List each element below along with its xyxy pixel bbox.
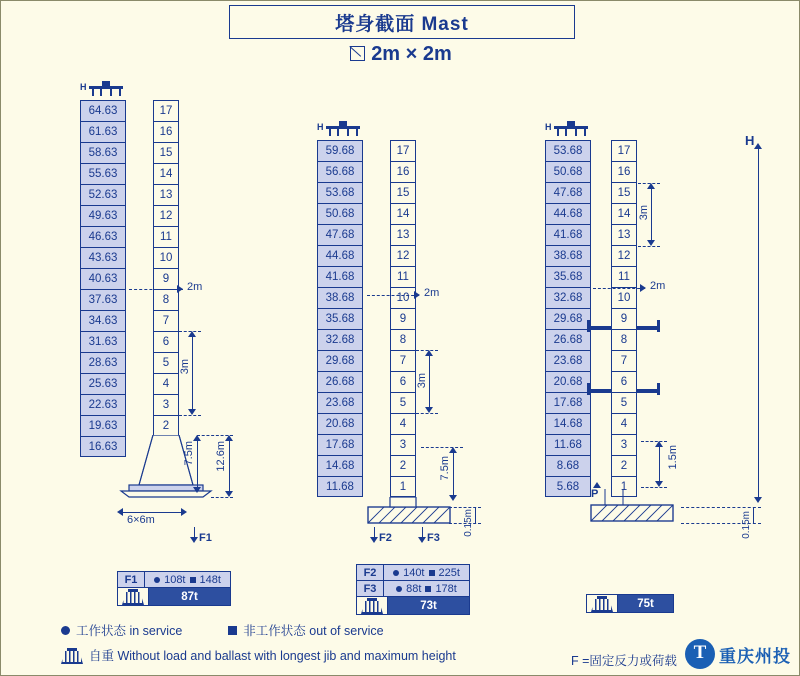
section-cell: 3 bbox=[611, 434, 637, 455]
height-cell: 56.68 bbox=[317, 161, 363, 182]
crane-head-icon-3 bbox=[545, 121, 588, 137]
section-cell: 8 bbox=[390, 329, 416, 350]
tower-2-inner-label: 7.5m bbox=[439, 456, 451, 481]
section-cell: 17 bbox=[390, 140, 416, 161]
tower-1-section-dim-line bbox=[192, 337, 193, 409]
height-cell: 47.68 bbox=[317, 224, 363, 245]
tower-2-foot-label: 0.15m bbox=[463, 509, 474, 537]
section-cell: 3 bbox=[390, 434, 416, 455]
height-cell: 40.63 bbox=[80, 268, 126, 289]
tower-3-base-structure bbox=[571, 489, 681, 531]
section-cell: 9 bbox=[153, 268, 179, 289]
section-cell: 10 bbox=[153, 247, 179, 268]
section-cell: 13 bbox=[611, 224, 637, 245]
tower-3-tie-right-2 bbox=[637, 389, 659, 393]
section-cell: 13 bbox=[390, 224, 416, 245]
tower-3-section-column bbox=[611, 140, 637, 497]
tower-2-section-column bbox=[390, 140, 416, 497]
section-cell: 6 bbox=[611, 371, 637, 392]
tower-1-inner-arrow-down bbox=[193, 487, 201, 493]
tower-1-inner-dim-line bbox=[197, 441, 198, 489]
tower-3-tie-guide-bot bbox=[641, 487, 667, 488]
section-cell: 1 bbox=[611, 476, 637, 497]
in-service-value: 108t bbox=[164, 573, 186, 586]
height-cell: 23.68 bbox=[317, 392, 363, 413]
tower-3-width-label: 2m bbox=[650, 280, 666, 292]
section-cell: 5 bbox=[153, 352, 179, 373]
in-service-dot-icon bbox=[393, 570, 399, 576]
table-row bbox=[357, 580, 469, 596]
section-cell: 7 bbox=[611, 350, 637, 371]
height-cell: 41.68 bbox=[545, 224, 591, 245]
tower-1-base-structure bbox=[119, 435, 223, 501]
section-cell: 14 bbox=[611, 203, 637, 224]
legend-f-note: F =固定反力或荷载 bbox=[571, 654, 677, 668]
tower-3-section-arrow-up bbox=[647, 183, 655, 189]
height-cell: 20.68 bbox=[545, 371, 591, 392]
tower-1-base-width-arrow-l bbox=[117, 508, 123, 516]
height-cell: 50.68 bbox=[317, 203, 363, 224]
section-cell: 10 bbox=[611, 287, 637, 308]
height-cell: 25.63 bbox=[80, 373, 126, 394]
company-logo bbox=[685, 639, 791, 669]
ballast-icon-cell bbox=[587, 595, 618, 612]
tower-3-reaction-label: P bbox=[591, 488, 599, 500]
reaction-values bbox=[384, 565, 469, 580]
tower-3-tie-arrow-down bbox=[655, 481, 663, 487]
head-h-label-2: H bbox=[317, 122, 324, 132]
tower-1-width-arrow bbox=[177, 285, 183, 293]
tower-3-foot-dim-line bbox=[753, 507, 754, 523]
section-cell: 15 bbox=[153, 142, 179, 163]
tower-3-height-column bbox=[545, 140, 591, 497]
tower-1-total-dim-line bbox=[229, 441, 230, 491]
section-cell: 17 bbox=[153, 100, 179, 121]
weight-value: 75t bbox=[618, 595, 673, 612]
legend-in-service: 工作状态 in service bbox=[76, 624, 183, 638]
reaction-table-3 bbox=[586, 594, 674, 613]
page-subtitle bbox=[1, 43, 800, 66]
height-cell: 11.68 bbox=[317, 476, 363, 497]
section-cell: 10 bbox=[390, 287, 416, 308]
height-cell: 8.68 bbox=[545, 455, 591, 476]
tower-2-reaction-label-1: F2 bbox=[379, 532, 392, 544]
section-cell: 14 bbox=[390, 203, 416, 224]
height-cell: 23.68 bbox=[545, 350, 591, 371]
height-cell: 16.63 bbox=[80, 436, 126, 457]
section-cell: 4 bbox=[390, 413, 416, 434]
tower-3-tie-right-1 bbox=[637, 326, 659, 330]
tower-3-tie-right-end-1 bbox=[657, 320, 660, 332]
tower-3-foot-label: 0.15m bbox=[741, 511, 752, 539]
weight-value: 73t bbox=[388, 597, 469, 614]
height-cell: 20.68 bbox=[317, 413, 363, 434]
section-cell: 9 bbox=[390, 308, 416, 329]
tower-2-reaction-arrow-1 bbox=[370, 537, 378, 543]
tower-2-width-label: 2m bbox=[424, 287, 440, 299]
reaction-values bbox=[145, 572, 230, 587]
page-subtitle-text: 2m × 2m bbox=[371, 43, 452, 65]
tower-1-reaction-arrow bbox=[190, 537, 198, 543]
section-cell: 2 bbox=[153, 415, 179, 436]
tower-3-tie-dim-line bbox=[659, 447, 660, 481]
height-cell: 22.63 bbox=[80, 394, 126, 415]
head-h-label-3: H bbox=[545, 122, 552, 132]
tower-1-inner-label: 7.5m bbox=[183, 441, 195, 466]
section-cell: 14 bbox=[153, 163, 179, 184]
out-service-value: 225t bbox=[438, 566, 460, 579]
tower-2-base-structure bbox=[361, 497, 457, 531]
height-cell: 28.63 bbox=[80, 352, 126, 373]
tower-1-reaction-label: F1 bbox=[199, 532, 212, 544]
tower-2-width-arrow bbox=[414, 291, 420, 299]
height-cell: 41.68 bbox=[317, 266, 363, 287]
section-cell: 1 bbox=[390, 476, 416, 497]
height-cell: 14.68 bbox=[317, 455, 363, 476]
height-cell: 5.68 bbox=[545, 476, 591, 497]
tower-1-total-label: 12.6m bbox=[215, 441, 227, 472]
table-row bbox=[118, 572, 230, 587]
section-cell: 15 bbox=[611, 182, 637, 203]
tower-1-total-arrow-down bbox=[225, 491, 233, 497]
legend-self-weight: 自重 Without load and ballast with longest jib and maximum height bbox=[89, 649, 456, 663]
tower-1-section-label: 3m bbox=[179, 359, 191, 375]
in-service-value: 140t bbox=[403, 566, 425, 579]
height-cell: 17.68 bbox=[317, 434, 363, 455]
section-cell: 3 bbox=[153, 394, 179, 415]
height-cell: 64.63 bbox=[80, 100, 126, 121]
section-cell: 11 bbox=[390, 266, 416, 287]
height-cell: 19.63 bbox=[80, 415, 126, 436]
height-cell: 26.68 bbox=[317, 371, 363, 392]
in-service-dot-icon bbox=[61, 626, 70, 635]
tower-2-height-column bbox=[317, 140, 363, 497]
tower-3-tie-guide-top bbox=[641, 441, 667, 442]
tower-3-tie-arrow-up bbox=[655, 441, 663, 447]
reaction-table-1 bbox=[117, 571, 231, 606]
height-cell: 26.68 bbox=[545, 329, 591, 350]
tower-1-total-guide-bot bbox=[211, 497, 233, 498]
tower-3-tie-left-end-1 bbox=[587, 320, 590, 332]
section-cell: 6 bbox=[390, 371, 416, 392]
tower-3-tie-right-end-2 bbox=[657, 383, 660, 395]
height-cell: 59.68 bbox=[317, 140, 363, 161]
section-cell: 16 bbox=[611, 161, 637, 182]
tower-1-base-width-arrow-r bbox=[181, 508, 187, 516]
square-section-icon bbox=[350, 46, 365, 61]
global-height-label: H bbox=[745, 133, 755, 148]
out-service-square-icon bbox=[190, 577, 196, 583]
weight-row bbox=[357, 596, 469, 614]
section-cell: 4 bbox=[611, 413, 637, 434]
height-cell: 47.68 bbox=[545, 182, 591, 203]
tower-3-tie-left-2 bbox=[589, 389, 611, 393]
reaction-code: F1 bbox=[118, 572, 145, 587]
height-cell: 17.68 bbox=[545, 392, 591, 413]
table-row bbox=[357, 565, 469, 580]
height-cell: 29.68 bbox=[317, 350, 363, 371]
tower-3-section-label: 3m bbox=[638, 205, 650, 221]
height-cell: 55.63 bbox=[80, 163, 126, 184]
section-cell: 11 bbox=[611, 266, 637, 287]
axis-arrow-up bbox=[754, 143, 762, 149]
tower-1-section-guide-bot bbox=[179, 415, 201, 416]
section-cell: 15 bbox=[390, 182, 416, 203]
height-cell: 50.68 bbox=[545, 161, 591, 182]
height-cell: 38.68 bbox=[545, 245, 591, 266]
section-cell: 12 bbox=[611, 245, 637, 266]
in-service-dot-icon bbox=[154, 577, 160, 583]
height-cell: 31.63 bbox=[80, 331, 126, 352]
section-cell: 2 bbox=[390, 455, 416, 476]
in-service-dot-icon bbox=[396, 586, 402, 592]
out-service-value: 178t bbox=[435, 582, 457, 595]
page-title bbox=[229, 5, 575, 39]
section-cell: 17 bbox=[611, 140, 637, 161]
reaction-table-2 bbox=[356, 564, 470, 615]
tower-2-guide-a bbox=[421, 447, 463, 448]
tower-1-section-column bbox=[153, 100, 179, 457]
tower-3-tie-label: 1.5m bbox=[667, 445, 679, 470]
tower-2-section-dim-line bbox=[429, 356, 430, 408]
height-cell: 32.68 bbox=[317, 329, 363, 350]
weight-value: 87t bbox=[149, 588, 230, 605]
ballast-icon-cell bbox=[357, 597, 388, 614]
out-service-square-icon bbox=[429, 570, 435, 576]
tower-1-section-arrow-up bbox=[188, 331, 196, 337]
height-cell: 43.63 bbox=[80, 247, 126, 268]
height-cell: 37.63 bbox=[80, 289, 126, 310]
axis-arrow-down bbox=[754, 497, 762, 503]
section-cell: 11 bbox=[153, 226, 179, 247]
tower-3-section-guide-bot bbox=[638, 246, 660, 247]
section-cell: 8 bbox=[611, 329, 637, 350]
section-cell: 16 bbox=[153, 121, 179, 142]
tower-1-width-label: 2m bbox=[187, 281, 203, 293]
tower-1-height-column bbox=[80, 100, 126, 457]
reaction-code: F2 bbox=[357, 565, 384, 580]
section-cell: 12 bbox=[153, 205, 179, 226]
reaction-code: F3 bbox=[357, 581, 384, 596]
logo-mark-icon bbox=[685, 639, 715, 669]
tower-3-width-guide bbox=[593, 288, 645, 289]
global-height-axis bbox=[758, 149, 759, 499]
tower-2-reaction-arrow-2 bbox=[418, 537, 426, 543]
height-cell: 35.68 bbox=[317, 308, 363, 329]
tower-2-reaction-label-2: F3 bbox=[427, 532, 440, 544]
crane-head-icon-2 bbox=[317, 121, 360, 137]
section-cell: 7 bbox=[390, 350, 416, 371]
height-cell: 11.68 bbox=[545, 434, 591, 455]
section-cell: 12 bbox=[390, 245, 416, 266]
tower-1-section-arrow-down bbox=[188, 409, 196, 415]
height-cell: 32.68 bbox=[545, 287, 591, 308]
height-cell: 61.63 bbox=[80, 121, 126, 142]
height-cell: 53.68 bbox=[545, 140, 591, 161]
height-cell: 34.63 bbox=[80, 310, 126, 331]
tower-1-base-width-label: 6×6m bbox=[127, 514, 155, 526]
tower-2-section-arrow-up bbox=[425, 350, 433, 356]
section-cell: 7 bbox=[153, 310, 179, 331]
section-cell: 6 bbox=[153, 331, 179, 352]
reaction-values bbox=[384, 581, 469, 596]
height-cell: 29.68 bbox=[545, 308, 591, 329]
weight-row bbox=[118, 587, 230, 605]
section-cell: 5 bbox=[390, 392, 416, 413]
head-h-label: H bbox=[80, 82, 87, 92]
legend-out-of-service: 非工作状态 out of service bbox=[243, 624, 384, 638]
height-cell: 49.63 bbox=[80, 205, 126, 226]
section-cell: 13 bbox=[153, 184, 179, 205]
height-cell: 44.68 bbox=[317, 245, 363, 266]
section-cell: 5 bbox=[611, 392, 637, 413]
out-service-value: 148t bbox=[199, 573, 221, 586]
tower-3-tie-left-1 bbox=[589, 326, 611, 330]
tower-1-width-guide bbox=[129, 289, 183, 290]
height-cell: 53.68 bbox=[317, 182, 363, 203]
height-cell: 46.63 bbox=[80, 226, 126, 247]
height-cell: 14.68 bbox=[545, 413, 591, 434]
crane-head-icon-1 bbox=[80, 81, 123, 97]
tower-3-width-arrow bbox=[640, 284, 646, 292]
tower-3-section-arrow-down bbox=[647, 240, 655, 246]
section-cell: 9 bbox=[611, 308, 637, 329]
section-cell: 16 bbox=[390, 161, 416, 182]
tower-2-section-label: 3m bbox=[416, 373, 428, 389]
tower-2-inner-dim-line bbox=[453, 453, 454, 497]
in-service-value: 88t bbox=[406, 582, 422, 595]
tower-2-width-guide bbox=[367, 295, 419, 296]
out-service-square-icon bbox=[228, 626, 237, 635]
weight-row bbox=[587, 595, 673, 612]
height-cell: 44.68 bbox=[545, 203, 591, 224]
tower-2-inner-arrow-down bbox=[449, 495, 457, 501]
height-cell: 38.68 bbox=[317, 287, 363, 308]
height-cell: 35.68 bbox=[545, 266, 591, 287]
ballast-icon bbox=[61, 648, 83, 662]
tower-3-reaction-arrow bbox=[593, 482, 601, 488]
height-cell: 58.63 bbox=[80, 142, 126, 163]
tower-1-base-width-line bbox=[123, 512, 181, 513]
logo-text: 重庆州投 bbox=[719, 646, 791, 666]
height-cell: 52.63 bbox=[80, 184, 126, 205]
section-cell: 4 bbox=[153, 373, 179, 394]
tower-2-guide-b bbox=[449, 507, 481, 508]
legend-row-service bbox=[61, 621, 751, 639]
tower-3-foot-guide-top bbox=[681, 507, 761, 508]
tower-2-section-arrow-down bbox=[425, 407, 433, 413]
section-cell: 2 bbox=[611, 455, 637, 476]
out-service-square-icon bbox=[425, 586, 431, 592]
ballast-icon-cell bbox=[118, 588, 149, 605]
page-title-text: 塔身截面 Mast bbox=[335, 13, 469, 35]
tower-2-foot-dim-line bbox=[475, 507, 476, 523]
tower-3-tie-left-end-2 bbox=[587, 383, 590, 395]
tower-3-section-dim-line bbox=[651, 189, 652, 241]
section-cell: 8 bbox=[153, 289, 179, 310]
tower-2-section-guide-bot bbox=[416, 413, 438, 414]
